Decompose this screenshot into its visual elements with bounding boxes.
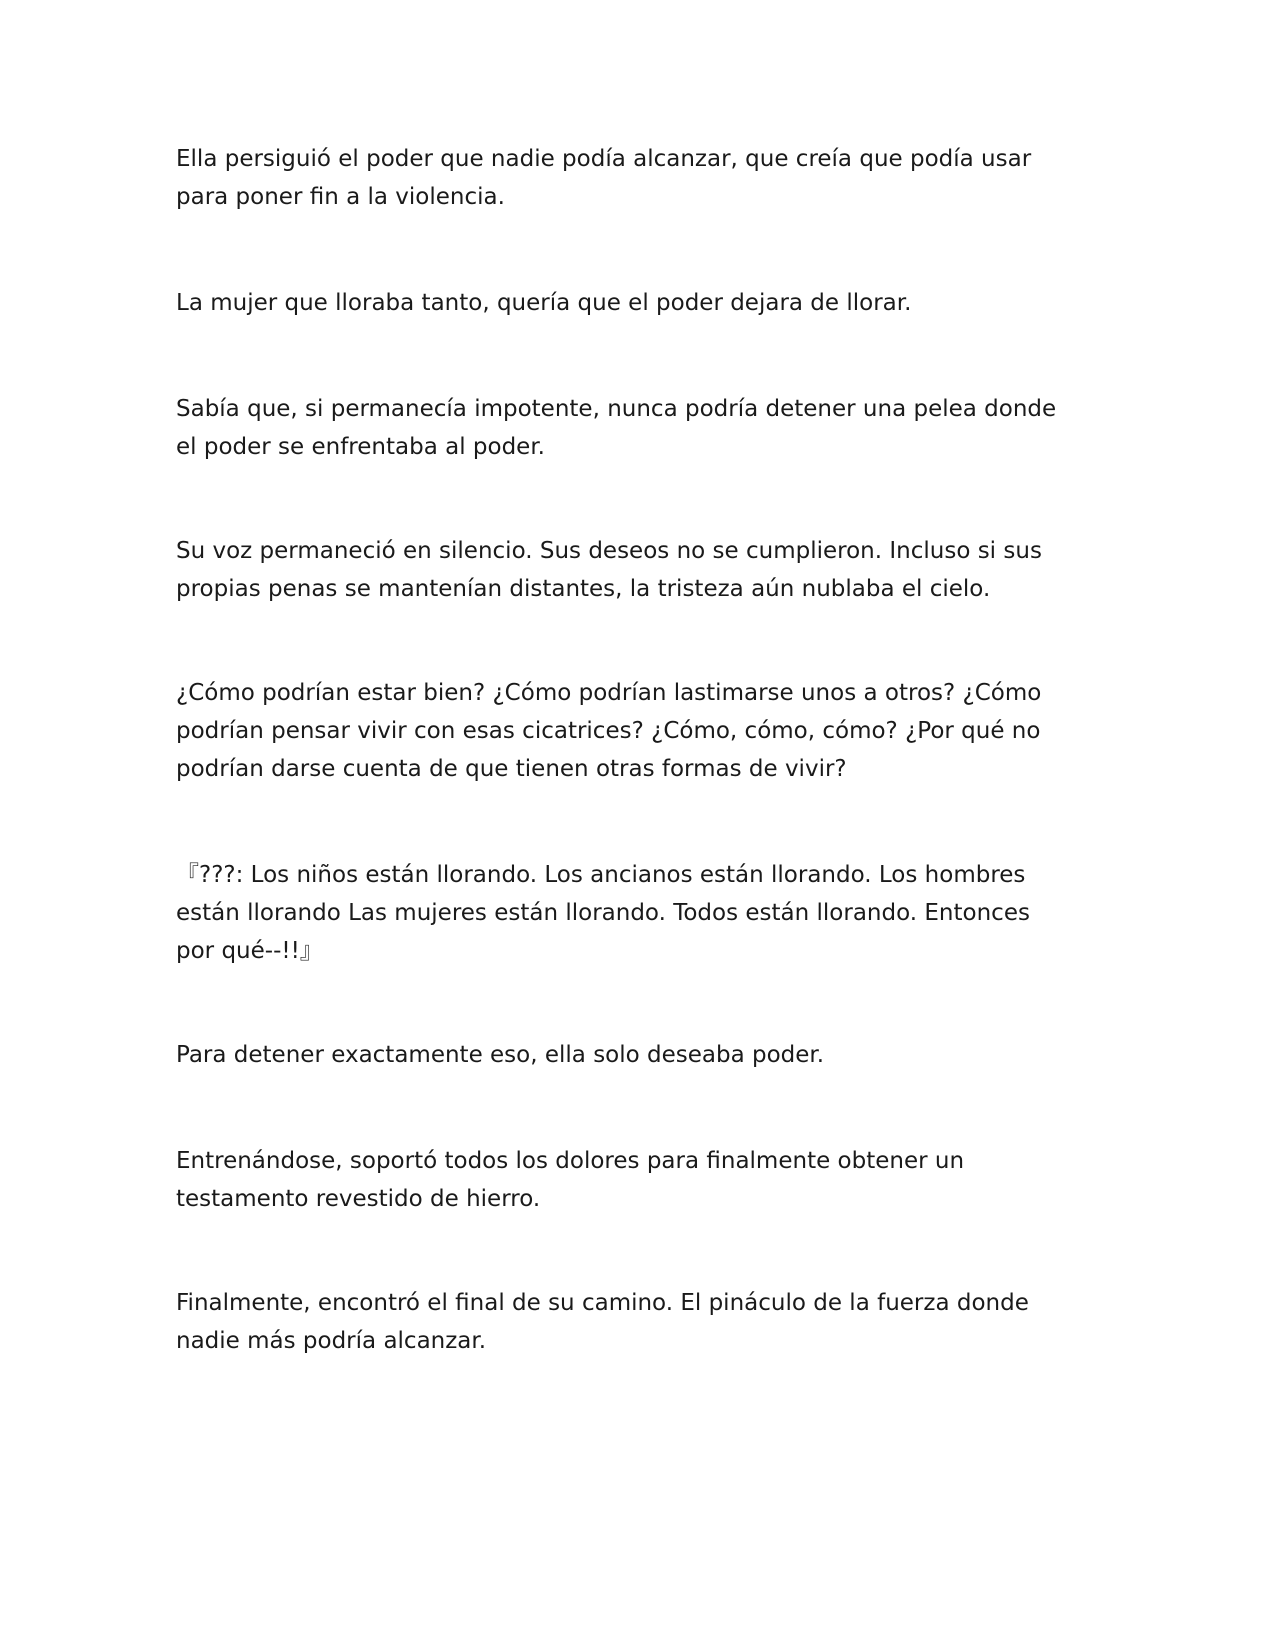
paragraph-line: Para detener exactamente eso, ella solo deseaba poder.	[176, 1042, 825, 1068]
paragraph-line: nadie más podría alcanzar.	[176, 1328, 487, 1354]
paragraph-line: Sabía que, si permanecía impotente, nunca podría detener una pelea donde	[176, 396, 1057, 422]
paragraph-3	[176, 390, 1096, 466]
paragraph-4	[176, 532, 1096, 608]
paragraph-line: el poder se enfrentaba al poder.	[176, 434, 545, 460]
paragraph-9	[176, 1284, 1096, 1360]
paragraph-6	[176, 856, 1096, 970]
document-body	[176, 140, 1096, 1360]
paragraph-2	[176, 284, 1096, 322]
paragraph-7	[176, 1036, 1096, 1074]
paragraph-line: ¿Cómo podrían estar bien? ¿Cómo podrían lastimarse unos a otros? ¿Cómo	[176, 680, 1042, 706]
paragraph-1	[176, 140, 1096, 216]
paragraph-line: testamento revestido de hierro.	[176, 1186, 541, 1212]
paragraph-line: 『???: Los niños están llorando. Los ancianos están llorando. Los hombres	[176, 862, 1026, 888]
paragraph-8	[176, 1142, 1096, 1218]
paragraph-line: Entrenándose, soportó todos los dolores para finalmente obtener un	[176, 1148, 965, 1174]
paragraph-line: propias penas se mantenían distantes, la tristeza aún nublaba el cielo.	[176, 576, 991, 602]
paragraph-line: para poner fin a la violencia.	[176, 184, 505, 210]
paragraph-5	[176, 674, 1096, 788]
paragraph-line: están llorando Las mujeres están llorando. Todos están llorando. Entonces	[176, 900, 1030, 926]
paragraph-line: Su voz permaneció en silencio. Sus deseos no se cumplieron. Incluso si sus	[176, 538, 1042, 564]
paragraph-line: podrían darse cuenta de que tienen otras formas de vivir?	[176, 756, 847, 782]
paragraph-line: por qué--!!』	[176, 938, 323, 964]
paragraph-line: Finalmente, encontró el final de su camino. El pináculo de la fuerza donde	[176, 1290, 1029, 1316]
paragraph-line: Ella persiguió el poder que nadie podía alcanzar, que creía que podía usar	[176, 146, 1032, 172]
paragraph-line: La mujer que lloraba tanto, quería que el poder dejara de llorar.	[176, 290, 912, 316]
paragraph-line: podrían pensar vivir con esas cicatrices? ¿Cómo, cómo, cómo? ¿Por qué no	[176, 718, 1041, 744]
